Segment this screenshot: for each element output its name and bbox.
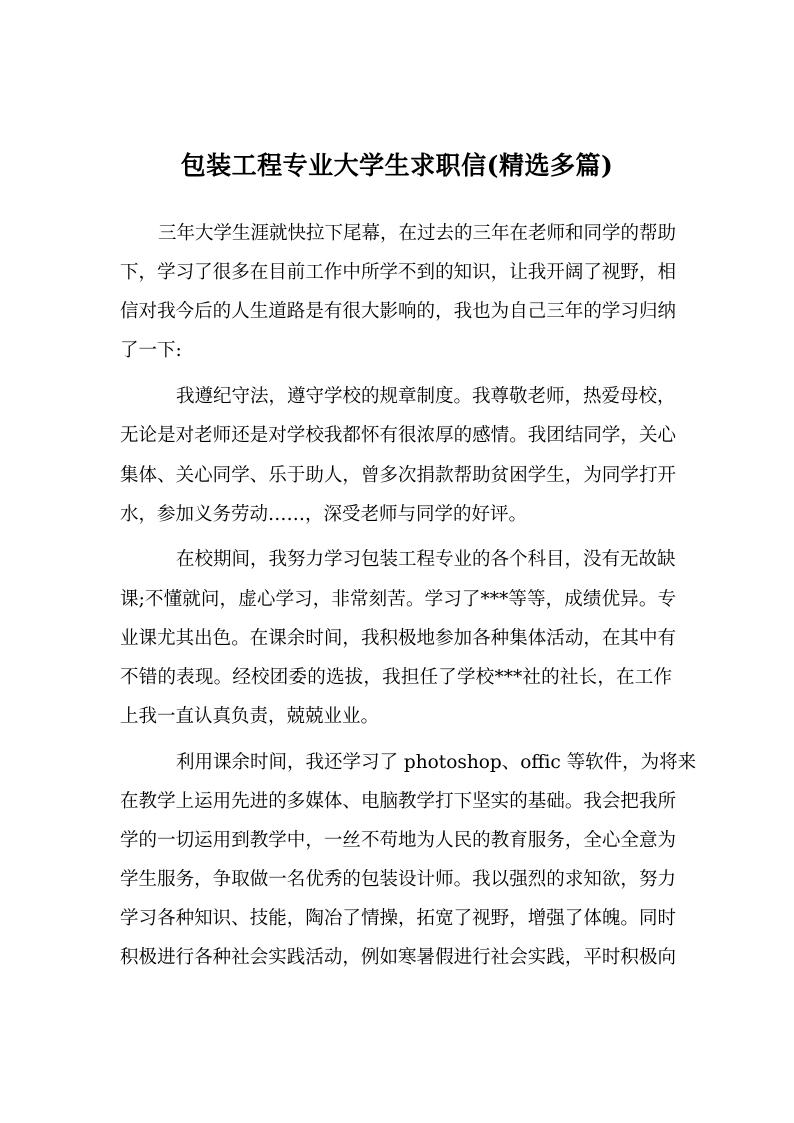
paragraph-line: 水，参加义务劳动……，深受老师与同学的好评。 <box>120 504 528 525</box>
paragraph-line: 课;不懂就问，虚心学习，非常刻苦。学习了***等等，成绩优异。专 <box>120 589 676 610</box>
paragraph-line: 学生服务，争取做一名优秀的包装设计师。我以强烈的求知欲，努力 <box>120 869 676 890</box>
paragraph-line: 不错的表现。经校团委的选拔，我担任了学校***社的社长，在工作 <box>120 667 672 688</box>
paragraph-line: 积极进行各种社会实践活动，例如寒暑假进行社会实践，平时积极向 <box>120 947 676 968</box>
paragraph-line: 无论是对老师还是对学校我都怀有很浓厚的感情。我团结同学，关心 <box>120 425 676 446</box>
paragraph-line: 在教学上运用先进的多媒体、电脑教学打下坚实的基础。我会把我所 <box>120 791 676 812</box>
paragraph-line: 三年大学生涯就快拉下尾幕，在过去的三年在老师和同学的帮助 <box>158 223 677 244</box>
paragraph-line: 利用课余时间，我还学习了 photoshop、offic 等软件，为将来 <box>176 752 697 773</box>
paragraph-line: 学习各种知识、技能，陶冶了情操，拓宽了视野，增强了体魄。同时 <box>120 908 676 929</box>
paragraph-line: 我遵纪守法，遵守学校的规章制度。我尊敬老师，热爱母校， <box>176 386 676 407</box>
paragraph-line: 在校期间，我努力学习包装工程专业的各个科目，没有无故缺 <box>176 549 676 570</box>
paragraph-line: 上我一直认真负责，兢兢业业。 <box>120 706 380 727</box>
paragraph-line: 了一下: <box>120 340 182 361</box>
paragraph-line: 业课尤其出色。在课余时间，我积极地参加各种集体活动，在其中有 <box>120 628 676 649</box>
paragraph-line: 下，学习了很多在目前工作中所学不到的知识，让我开阔了视野，相 <box>120 262 676 283</box>
paragraph-line: 集体、关心同学、乐于助人，曾多次捐款帮助贫困学生，为同学打开 <box>120 465 676 486</box>
document-title: 包装工程专业大学生求职信(精选多篇) <box>180 151 614 180</box>
paragraph-line: 学的一切运用到教学中，一丝不苟地为人民的教育服务，全心全意为 <box>120 830 676 851</box>
paragraph-line: 信对我今后的人生道路是有很大影响的，我也为自己三年的学习归纳 <box>120 301 676 322</box>
